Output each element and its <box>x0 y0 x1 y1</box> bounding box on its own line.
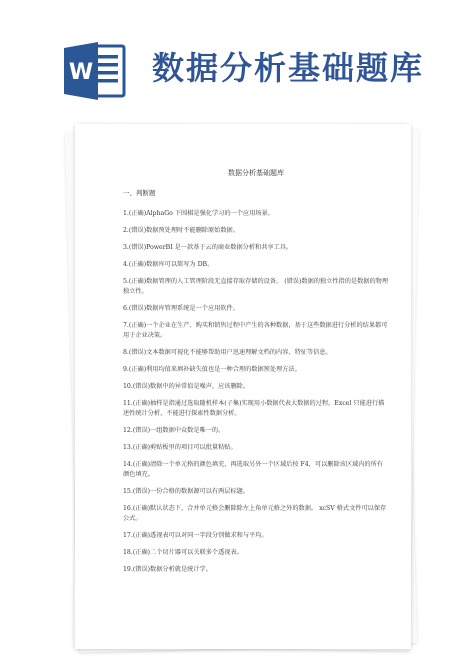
question-item: 18.(正确)二个切片器可以关联多个透视表。 <box>123 549 243 556</box>
section-heading: 一、判断题 <box>123 189 156 197</box>
banner-title: 数据分析基础题库 <box>152 49 425 87</box>
question-item: 9.(正确)利用均值来填补缺失值也是一种合理的数据预处理方法。 <box>123 366 301 373</box>
question-item: 4.(正确)数据库可以简写为 DB。 <box>123 261 214 268</box>
question-item: 16.(正确)默认状态下，合并单元格会删除除左上角单元格之外的数据。 xcSV 格式文件可以保存公式。 <box>123 505 387 522</box>
question-item: 11.(正确)抽样是指通过选取随机样本(子集)实现用小数据代表大数据的过程。Excel 只能进行描述性统计分析，不能进行探索性数据分析。 <box>123 400 385 417</box>
question-item: 13.(正确)剪贴板里的项目可以批量粘贴。 <box>123 444 237 451</box>
question-item: 2.(错误)数据预处理时不能删除原始数据。 <box>123 227 239 234</box>
document-page <box>75 124 411 649</box>
question-item: 8.(错误)文本数据可视化不能够帮助用户迅速理解文档的内容、特征等信息。 <box>123 349 332 356</box>
question-item: 5.(正确)数据管理的人工管理阶段无直接存取存储的设备。 (错误)数据的独立性指的是数据的物理独立性。 <box>123 278 389 295</box>
question-item: 14.(正确)清除一个单元格的颜色填充，再选取另外一个区域后按 F4，可以删除该区域内的所有颜色填充。 <box>123 461 383 478</box>
question-item: 1.(正确)AlphaGo 下围棋是强化学习的一个应用场景。 <box>123 210 274 217</box>
question-item: 10.(错误)数据中的异常值是噪声，应该删除。 <box>123 383 250 390</box>
question-item: 12.(错误)一组数据中众数是唯一的。 <box>123 427 225 434</box>
question-item: 3.(错误)PowerBI 是一款基于云的商业数据分析和共享工具。 <box>123 244 293 251</box>
question-item: 15.(错误)一份合格的数据源可以有两层标题。 <box>123 488 250 495</box>
question-item: 17.(正确)透视表可以对同一字段分别做求和与平均。 <box>123 532 268 539</box>
document-title: 数据分析基础题库 <box>228 169 284 177</box>
word-icon-letter: W <box>68 60 94 85</box>
question-item: 7.(正确)一个企业在生产、购买和销售过程中产生的各种数据，基于这些数据进行分析的结果都可用于企业决策。 <box>123 322 388 339</box>
question-item: 6.(错误)数据库管理系统是一个应用软件。 <box>123 305 239 312</box>
word-document-icon <box>62 40 128 102</box>
banner-header <box>0 0 474 118</box>
question-item: 19.(错误)数据分析就是统计学。 <box>123 566 212 573</box>
